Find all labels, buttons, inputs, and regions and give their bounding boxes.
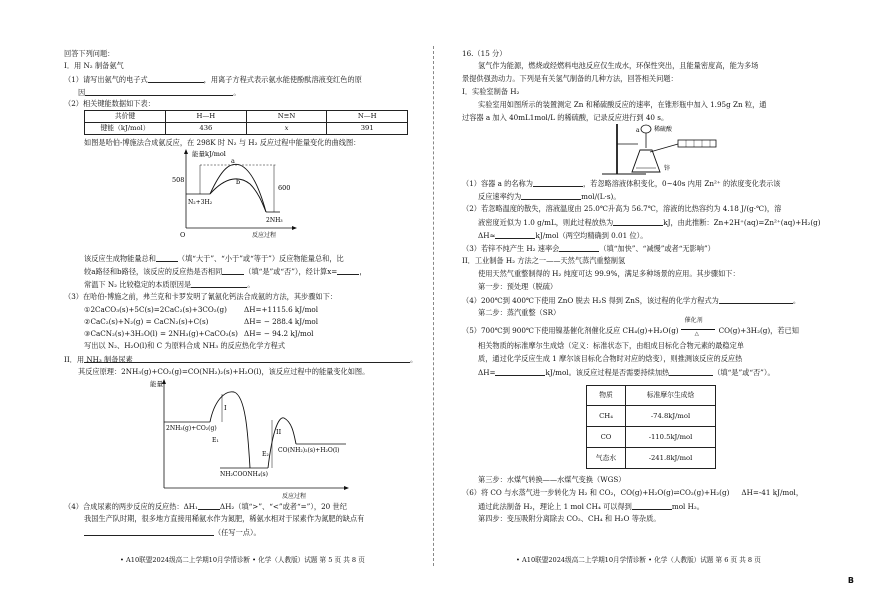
intro-line2: 景提供强劲动力。下列是有关氢气制备的几种方法，回答相关问题： xyxy=(462,74,678,83)
fig2-step-II: II xyxy=(276,428,282,436)
page-5-footer: • A10联盟2024级高二上学期10月学情诊断 • 化学（人教版）试题 第 5 页 共 8 页 xyxy=(120,556,365,564)
table-cell: 391 xyxy=(327,123,408,135)
table-cell: -74.8kJ/mol xyxy=(626,406,716,427)
reaction-3-enthalpy: ΔH= − 94.2 kJ/mol xyxy=(244,329,314,338)
fig1-product: 2NH₃ xyxy=(266,217,283,224)
catalyst-arrow: 催化剂 △ xyxy=(679,326,719,334)
answer-blank xyxy=(613,218,663,226)
answer-blank xyxy=(559,244,599,252)
page-5 xyxy=(0,0,434,597)
section-II-heading: II．用 NH₃ 制备尿素 xyxy=(64,355,133,364)
corner-mark: B xyxy=(847,576,854,585)
table-cell: -110.5kJ/mol xyxy=(626,427,716,448)
fig1-value-508: 508 xyxy=(172,176,185,184)
intro-line1: 氢气作为能源，燃烧或经燃料电池反应仅生成水，环保性突出，且能量密度高，能为多场 xyxy=(478,61,759,70)
q5-line4: ΔH= kJ/mol。该反应过程是否需要持续加热 （填“是”或“否”）。 xyxy=(478,367,775,377)
table-header: 共价键 xyxy=(85,111,166,123)
apparatus-label-a: a xyxy=(636,127,640,134)
q4-line1: （4）合成尿素的两步反应的反应热：ΔH₁ ΔH₂（填“>”、“<”或者“=”），20 世纪 xyxy=(64,501,347,511)
haber-energy-diagram xyxy=(170,146,300,240)
answer-blank xyxy=(495,231,535,239)
reaction-2: ②CaC₂(s)+N₂(g) = CaCN₂(s)+C(s) xyxy=(84,317,209,326)
table-header: H—H xyxy=(166,111,247,123)
fig1-origin: O xyxy=(180,231,186,239)
fig1-caption: 如图是哈伯-博施法合成氨反应，在 298K 时 N₂ 与 H₂ 反应过程中能量变化的曲线图： xyxy=(84,138,361,147)
q6-line2: 通过此法制备 H₂，理论上 1 mol CH₄ 可以得到 mol H₂。 xyxy=(478,501,704,511)
page-6 xyxy=(436,0,870,597)
intro-text: 回答下列问题： xyxy=(64,49,115,58)
q4-line: （4）200℃到 400℃下使用 ZnO 脱去 H₂S 得到 ZnS，该过程的化学方程式为 。 xyxy=(462,295,801,305)
fig2-xlabel: 反应过程 xyxy=(282,493,307,500)
section-II-heading: II．工业制备 H₂ 方法之一——天然气蒸汽重整制氢 xyxy=(462,256,626,265)
apparatus-label-zinc: 锌 xyxy=(664,165,671,172)
table-cell: CO xyxy=(587,427,626,448)
q2-heading: （2）相关键能数据如下表： xyxy=(64,99,155,108)
fig2-ylabel: 能量 xyxy=(150,380,163,388)
fig2-E1: E₁ xyxy=(212,437,219,444)
fig1-reactants: N₂+3H₂ xyxy=(188,199,213,206)
fig2-intermediate: NH₂COONH₄(s) xyxy=(220,471,268,478)
q2-line3: 常温下 N₂ 比较稳定的本质原因是 。 xyxy=(84,279,255,289)
q2-line2: 较a路径和b路径，该反应的反应热是否相同 （填“是”或“否”），经计算x= ， xyxy=(84,266,367,276)
answer-blank xyxy=(148,75,204,83)
fig2-product: CO(NH₂)₂(s)+H₂O(l) xyxy=(278,447,340,454)
reaction-1: ①2CaCO₃(s)+5C(s)=2CaC₂(s)+3CO₂(g) xyxy=(84,305,227,314)
answer-blank xyxy=(198,502,220,510)
q2-line1: （2）若忽略温度的散失，溶液温度由 25.0℃升高为 56.7℃，溶液的比热容约为 4.18 J/(g·℃)，溶 xyxy=(462,204,782,213)
answer-blank xyxy=(495,368,545,376)
fig1-value-600: 600 xyxy=(278,184,291,192)
table-header: 标准摩尔生成焓 xyxy=(626,386,716,406)
bond-energy-table xyxy=(84,110,408,135)
reaction-1-enthalpy: ΔH=+1115.6 kJ/mol xyxy=(244,305,319,314)
reaction-2-enthalpy: ΔH= − 288.4 kJ/mol xyxy=(244,317,319,326)
apparatus-label-acid: 稀硫酸 xyxy=(654,126,673,133)
q2-line1: 该反应生成物能量总和 （填“大于”、“小于”或“等于”）反应物能量总和，比 xyxy=(84,253,344,263)
question-16-title: 16.（15 分） xyxy=(462,49,507,58)
q3-line: （3）若锌不纯产生 H₂ 速率会 （填“加快”、“减慢”或者“无影响”） xyxy=(462,243,715,253)
table-header: 物质 xyxy=(587,386,626,406)
step-2: 第二步：蒸汽重整（SR） xyxy=(478,308,561,317)
fig1-path-b: b xyxy=(236,178,241,186)
answer-blank xyxy=(632,502,672,510)
q3-ask: 写出以 N₂、H₂O(l)和 C 为原料合成 NH₃ 的反应热化学方程式 xyxy=(84,341,286,350)
fig2-step-I: I xyxy=(224,404,227,412)
q2-line3: ΔH≈ kJ/mol（两空均精确到 0.01 位）。 xyxy=(478,230,648,240)
q1-line2: 因 。 xyxy=(78,87,241,97)
q3-heading: （3）在哈伯-博施之前，弗兰克和卡罗发明了氰氨化钙法合成氨的方法，其步骤如下： xyxy=(64,292,337,301)
q1-line1: （1）容器 a 的名称为 ，若忽略溶液体积变化，0~40s 内用 Zn²⁺ 的浓度变化表示该 xyxy=(462,178,781,188)
table-row-label: 键能（kJ/mol） xyxy=(85,123,166,135)
table-cell: 气态水 xyxy=(587,448,626,469)
answer-blank xyxy=(533,179,583,187)
q4-line3: （任写一点）。 xyxy=(84,528,261,536)
table-header: N≡N xyxy=(246,111,327,123)
setup-line1: 实验室用如图所示的装置测定 Zn 和稀硫酸反应的速率，在锥形瓶中加入 1.95g Zn 粒，通 xyxy=(478,100,767,109)
q6-line1: （6）将 CO 与水蒸气进一步转化为 H₂ 和 CO₂，CO(g)+H₂O(g)⇌CO₂(g)+H₂(g) ΔH=-41 kJ/mol， xyxy=(462,488,804,497)
section-I-heading: I．用 N₂ 制备氨气 xyxy=(64,61,124,70)
reaction-3: ③CaCN₂(s)+3H₂O(l) = 2NH₃(g)+CaCO₃(s) xyxy=(84,329,238,338)
section-II-intro: 使用天然气重整制得的 H₂ 纯度可达 99.9%，满足多种场景的应用。其步骤如下： xyxy=(478,269,740,278)
answer-blank xyxy=(191,280,247,288)
table-cell: x xyxy=(246,123,327,135)
q5-line2: 相关物质的标准摩尔生成焓（定义：标准状态下，由组成目标化合物元素的最稳定单 xyxy=(478,341,744,350)
answer-blank xyxy=(222,267,244,275)
fig1-ylabel: 能量kJ/mol xyxy=(192,150,226,158)
apparatus-figure xyxy=(586,120,726,176)
table-cell: 436 xyxy=(166,123,247,135)
q1-line1: （1）请写出氨气的电子式 ，用离子方程式表示氨水能使酚酞溶液变红色的原 xyxy=(64,74,362,84)
table-cell: CH₄ xyxy=(587,406,626,427)
answer-blank xyxy=(84,528,214,536)
setup-line2: 过容器 a 加入 40mL1mol/L 的稀硫酸，记录反应进行到 40 s。 xyxy=(462,113,669,122)
table-header: N—H xyxy=(327,111,408,123)
fig2-reactants: 2NH₃(g)+CO₂(g) xyxy=(166,425,217,432)
fig1-xlabel: 反应过程 xyxy=(252,232,277,239)
fig2-E2: E₂ xyxy=(262,451,269,458)
urea-principle: 其反应原理：2NH₃(g)+CO₂(g)=CO(NH₂)₂(s)+H₂O(l)，该反应过程中的能量变化如图。 xyxy=(78,367,370,376)
answer-blank xyxy=(84,355,410,363)
answer-blank xyxy=(669,368,713,376)
answer-blank xyxy=(719,296,793,304)
urea-energy-diagram xyxy=(150,376,350,502)
answer-blank xyxy=(521,192,581,200)
answer-blank xyxy=(156,254,178,262)
answer-blank xyxy=(337,267,359,275)
q1-line2: 反应速率约为 mol/(L·s)。 xyxy=(478,191,621,201)
step-3: 第三步：水煤气转换——水煤气变换（WGS） xyxy=(478,475,626,484)
q2-line2: 液密度近似为 1.0 g/mL，则此过程放热为 kJ，由此推断：Zn+2H⁺(aq)=Zn²⁺(aq)+H₂(g) xyxy=(478,217,821,227)
q5-line1: （5）700℃到 900℃下使用镍基催化剂催化反应 CH₄(g)+H₂O(g) 催化剂 △ CO(g)+3H₂(g)，若已知 xyxy=(462,317,799,337)
q5-line3: 质，通过化学反应生成 1 摩尔该目标化合物时对应的焓变），则推测该反应的反应热 xyxy=(478,354,743,363)
enthalpy-table xyxy=(586,385,716,469)
page-6-footer: • A10联盟2024级高二上学期10月学情诊断 • 化学（人教版）试题 第 6 页 共 8 页 xyxy=(516,556,761,564)
section-I-heading: I．实验室制备 H₂ xyxy=(462,87,520,96)
step-1: 第一步：预处理（脱硫） xyxy=(478,282,558,291)
fig1-path-a: a xyxy=(231,157,235,165)
table-cell: -241.8kJ/mol xyxy=(626,448,716,469)
step-4: 第四步：变压吸附分离除去 CO₂、CH₄ 和 H₂O 等杂质。 xyxy=(478,514,661,523)
q3-answer-line: 。 xyxy=(84,355,417,363)
answer-blank xyxy=(85,88,233,96)
q4-line2: 我国生产队时期，很多地方直接用稀氨水作为氮肥，稀氨水相对于尿素作为氮肥的缺点有 xyxy=(84,514,365,523)
